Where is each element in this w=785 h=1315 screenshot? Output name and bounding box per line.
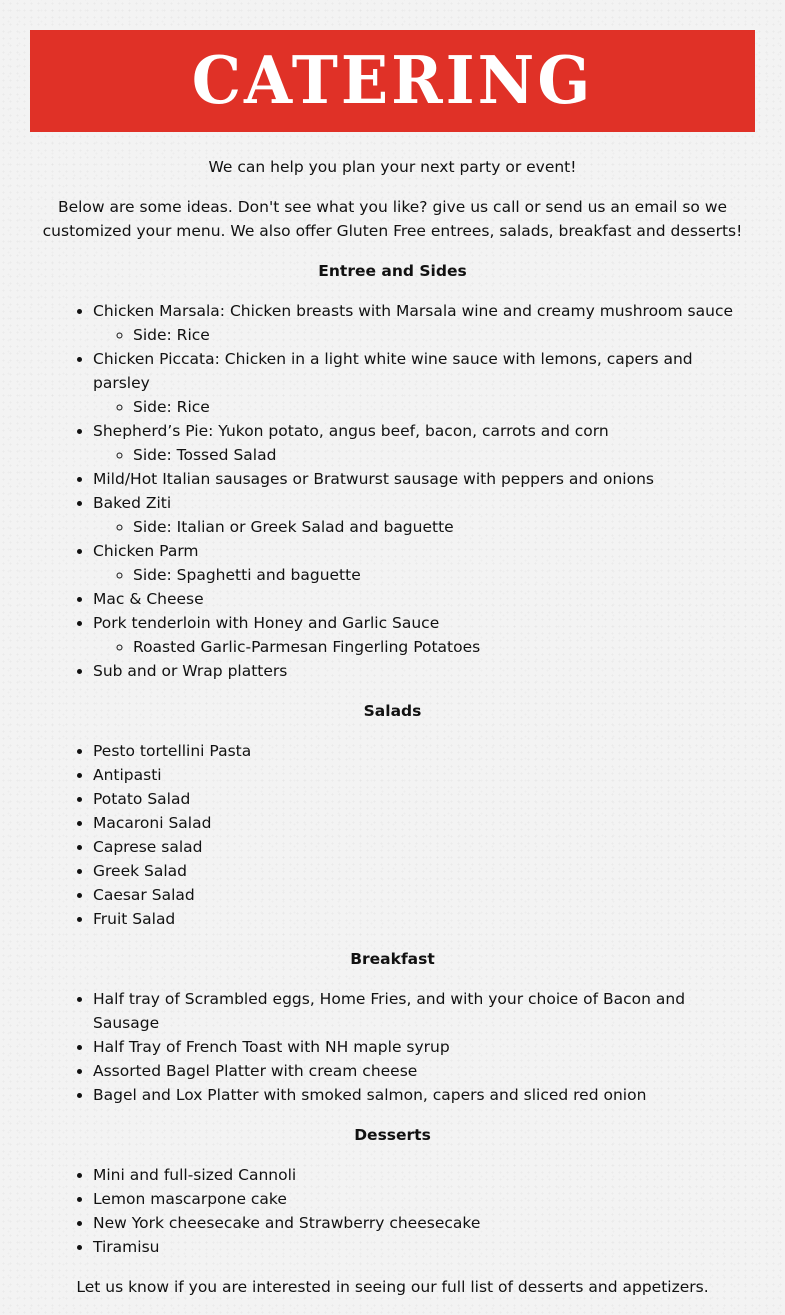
list-item [93, 419, 751, 467]
list-item: • Potato Salad [93, 787, 751, 811]
list-item: • Half Tray of French Toast with NH maple syrup [93, 1035, 751, 1059]
list-item: • Greek Salad [93, 859, 751, 883]
list-item: • Assorted Bagel Platter with cream cheese [93, 1059, 751, 1083]
entree-item-label: Chicken Parm [93, 542, 199, 560]
list-item [93, 491, 751, 539]
side-item: ◦ Side: Rice [133, 395, 751, 419]
list-item: • Pesto tortellini Pasta [93, 739, 751, 763]
side-item: ◦ Side: Spaghetti and baguette [133, 563, 751, 587]
entree-item-label: Pork tenderloin with Honey and Garlic Sauce [93, 614, 440, 632]
list-item [93, 587, 751, 611]
list-item: • Half tray of Scrambled eggs, Home Fries, and with your choice of Bacon and Sausage [93, 987, 751, 1035]
entree-item-label: Chicken Marsala: Chicken breasts with Marsala wine and creamy mushroom sauce [93, 302, 734, 320]
entree-item-label: Sub and or Wrap platters [93, 662, 288, 680]
entree-list [34, 299, 751, 683]
page-title: CATERING [191, 42, 594, 119]
list-item: • Fruit Salad [93, 907, 751, 931]
side-item: ◦ Side: Rice [133, 323, 751, 347]
list-item: • New York cheesecake and Strawberry cheesecake [93, 1211, 751, 1235]
list-item: • Mini and full-sized Cannoli [93, 1163, 751, 1187]
entree-item-label: Chicken Piccata: Chicken in a light white wine sauce with lemons, capers and parsley [93, 350, 693, 392]
side-item: ◦ Side: Italian or Greek Salad and baguette [133, 515, 751, 539]
list-item [93, 659, 751, 683]
entree-item-label: Shepherd’s Pie: Yukon potato, angus beef, bacon, carrots and corn [93, 422, 609, 440]
intro-paragraph: Below are some ideas. Don't see what you like? give us call or send us an email so we customized your menu. We also offer Gluten Free entrees, salads, breakfast and desserts! [42, 198, 743, 240]
catering-content [34, 155, 751, 1315]
breakfast-heading: Breakfast [350, 950, 435, 968]
list-item [93, 539, 751, 587]
list-item: • Macaroni Salad [93, 811, 751, 835]
list-item: • Caprese salad [93, 835, 751, 859]
entree-item-label: Baked Ziti [93, 494, 172, 512]
list-item: • Caesar Salad [93, 883, 751, 907]
list-item [93, 611, 751, 659]
list-item [93, 347, 751, 419]
list-item: • Bagel and Lox Platter with smoked salmon, capers and sliced red onion [93, 1083, 751, 1107]
entree-item-label: Mild/Hot Italian sausages or Bratwurst sausage with peppers and onions [93, 470, 654, 488]
entree-item-label: Mac & Cheese [93, 590, 204, 608]
desserts-heading: Desserts [354, 1126, 431, 1144]
side-item: ◦ Side: Tossed Salad [133, 443, 751, 467]
list-item [93, 467, 751, 491]
breakfast-list [34, 987, 751, 1107]
intro-line: We can help you plan your next party or event! [208, 158, 577, 176]
footer-note: Let us know if you are interested in seeing our full list of desserts and appetizers. [76, 1278, 709, 1296]
salads-list [34, 739, 751, 931]
list-item: • Tiramisu [93, 1235, 751, 1259]
entree-heading: Entree and Sides [318, 262, 467, 280]
list-item: • Antipasti [93, 763, 751, 787]
desserts-list [34, 1163, 751, 1259]
salads-heading: Salads [363, 702, 422, 720]
list-item [93, 299, 751, 347]
catering-banner [30, 30, 755, 132]
side-item: ◦ Roasted Garlic-Parmesan Fingerling Potatoes [133, 635, 751, 659]
list-item: • Lemon mascarpone cake [93, 1187, 751, 1211]
